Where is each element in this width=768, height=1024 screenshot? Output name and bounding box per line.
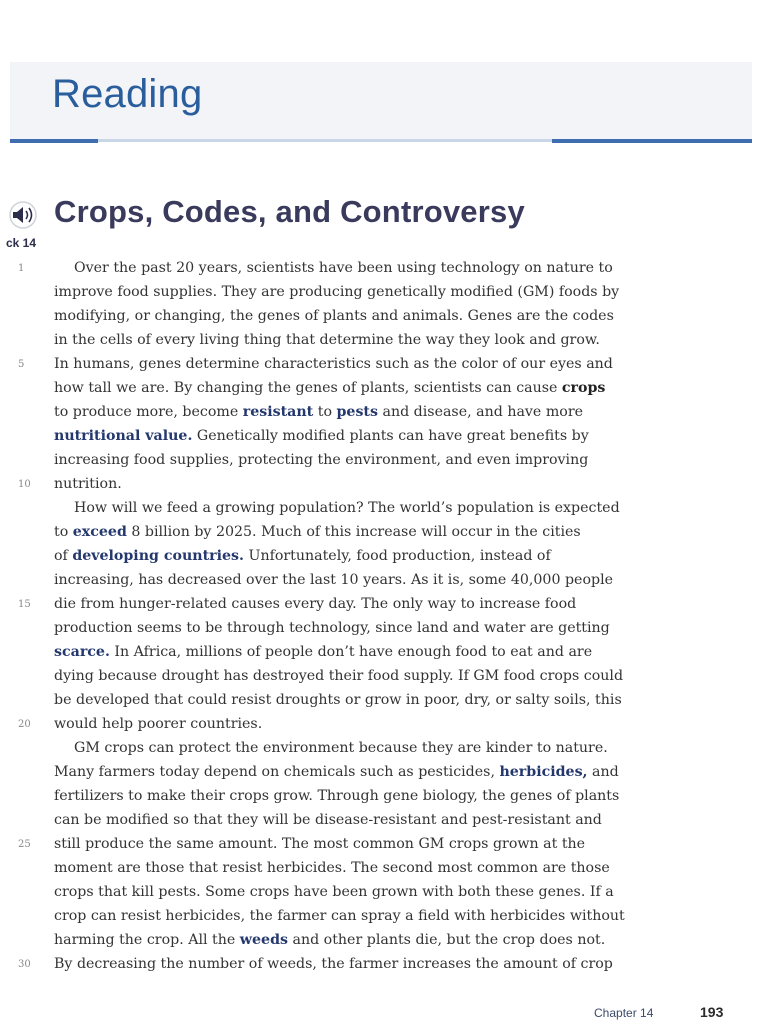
text-line xyxy=(54,328,654,352)
text-line xyxy=(54,352,654,376)
text-run: In Africa, millions of people don’t have enough food to eat and are xyxy=(109,644,593,660)
vocabulary-word: pests xyxy=(336,404,378,420)
text-run: moment are those that resist herbicides. The second most common are those xyxy=(54,860,610,876)
text-line xyxy=(54,448,654,472)
line-number: 25 xyxy=(18,839,31,850)
text-run: Unfortunately, food production, instead of xyxy=(243,548,551,564)
text-line xyxy=(54,400,654,424)
text-run: of xyxy=(54,548,73,564)
text-run: modifying, or changing, the genes of plants and animals. Genes are the codes xyxy=(54,308,614,324)
text-line xyxy=(54,496,654,520)
text-run: In humans, genes determine characteristics such as the color of our eyes and xyxy=(54,356,613,372)
text-line xyxy=(54,544,654,568)
text-run: improve food supplies. They are producing genetically modified (GM) foods by xyxy=(54,284,620,300)
text-line xyxy=(54,712,654,736)
text-line xyxy=(54,568,654,592)
text-run: production seems to be through technology, since land and water are getting xyxy=(54,620,610,636)
vocabulary-word: developing countries. xyxy=(72,548,244,564)
vocabulary-word: crops xyxy=(561,380,606,396)
text-run: dying because drought has destroyed their food supply. If GM food crops could xyxy=(54,668,624,684)
text-run: in the cells of every living thing that determine the way they look and grow. xyxy=(54,332,600,348)
header-rule-accent-left xyxy=(10,139,98,143)
vocabulary-word: resistant xyxy=(242,404,314,420)
text-run: Genetically modified plants can have great benefits by xyxy=(192,428,589,444)
text-run: Many farmers today depend on chemicals such as pesticides, xyxy=(54,764,500,780)
text-line xyxy=(54,640,654,664)
text-line xyxy=(54,616,654,640)
text-run: and xyxy=(587,764,619,780)
text-run: can be modified so that they will be disease-resistant and pest-resistant and xyxy=(54,812,602,828)
text-line xyxy=(54,760,654,784)
text-line xyxy=(54,280,654,304)
text-run: would help poorer countries. xyxy=(54,716,263,732)
text-run: increasing, has decreased over the last 10 years. As it is, some 40,000 people xyxy=(54,572,614,588)
text-run: crop can resist herbicides, the farmer can spray a field with herbicides without xyxy=(54,908,625,924)
text-line xyxy=(54,304,654,328)
footer-chapter: Chapter 14 xyxy=(594,1006,654,1020)
article-title: Crops, Codes, and Controversy xyxy=(54,194,525,229)
text-run: how tall we are. By changing the genes of plants, scientists can cause xyxy=(54,380,562,396)
text-run: and disease, and have more xyxy=(377,404,584,420)
text-line xyxy=(54,376,654,400)
vocabulary-word: nutritional value. xyxy=(54,428,193,444)
text-line xyxy=(54,736,654,760)
text-run: fertilizers to make their crops grow. Through gene biology, the genes of plants xyxy=(54,788,620,804)
track-label: ck 14 xyxy=(6,236,37,250)
section-title: Reading xyxy=(52,72,203,116)
text-run: harming the crop. All the xyxy=(54,932,240,948)
line-number: 10 xyxy=(18,479,31,490)
header-rule-accent-right xyxy=(552,139,752,143)
text-run: crops that kill pests. Some crops have been grown with both these genes. If a xyxy=(54,884,614,900)
audio-icon[interactable] xyxy=(6,201,40,229)
text-line xyxy=(54,880,654,904)
text-run: 8 billion by 2025. Much of this increase will occur in the cities xyxy=(126,524,581,540)
text-run: to produce more, become xyxy=(54,404,243,420)
vocabulary-word: scarce. xyxy=(54,644,110,660)
line-number: 30 xyxy=(18,959,31,970)
text-line xyxy=(54,784,654,808)
line-number: 20 xyxy=(18,719,31,730)
text-line xyxy=(54,472,654,496)
text-line xyxy=(54,688,654,712)
text-line xyxy=(54,808,654,832)
article-body xyxy=(54,256,654,976)
vocabulary-word: exceed xyxy=(72,524,127,540)
text-line xyxy=(54,928,654,952)
page-number: 193 xyxy=(700,1004,724,1020)
text-run: By decreasing the number of weeds, the farmer increases the amount of crop xyxy=(54,956,613,972)
text-run: How will we feed a growing population? The world’s population is expected xyxy=(74,500,620,516)
text-run: and other plants die, but the crop does not. xyxy=(287,932,606,948)
text-run: die from hunger-related causes every day. The only way to increase food xyxy=(54,596,577,612)
text-line xyxy=(54,832,654,856)
text-run: nutrition. xyxy=(54,476,122,492)
text-line xyxy=(54,856,654,880)
text-run: to xyxy=(54,524,73,540)
text-line xyxy=(54,520,654,544)
text-line xyxy=(54,256,654,280)
text-line xyxy=(54,592,654,616)
text-line xyxy=(54,952,654,976)
text-run: be developed that could resist droughts or grow in poor, dry, or salty soils, this xyxy=(54,692,622,708)
text-run: increasing food supplies, protecting the environment, and even improving xyxy=(54,452,589,468)
text-run: GM crops can protect the environment because they are kinder to nature. xyxy=(74,740,608,756)
vocabulary-word: weeds xyxy=(239,932,288,948)
text-run: still produce the same amount. The most common GM crops grown at the xyxy=(54,836,586,852)
text-run: to xyxy=(313,404,337,420)
text-line xyxy=(54,424,654,448)
vocabulary-word: herbicides, xyxy=(499,764,588,780)
text-line xyxy=(54,664,654,688)
line-number: 1 xyxy=(18,263,25,274)
line-number: 15 xyxy=(18,599,31,610)
text-run: Over the past 20 years, scientists have been using technology on nature to xyxy=(74,260,613,276)
line-number: 5 xyxy=(18,359,25,370)
text-line xyxy=(54,904,654,928)
